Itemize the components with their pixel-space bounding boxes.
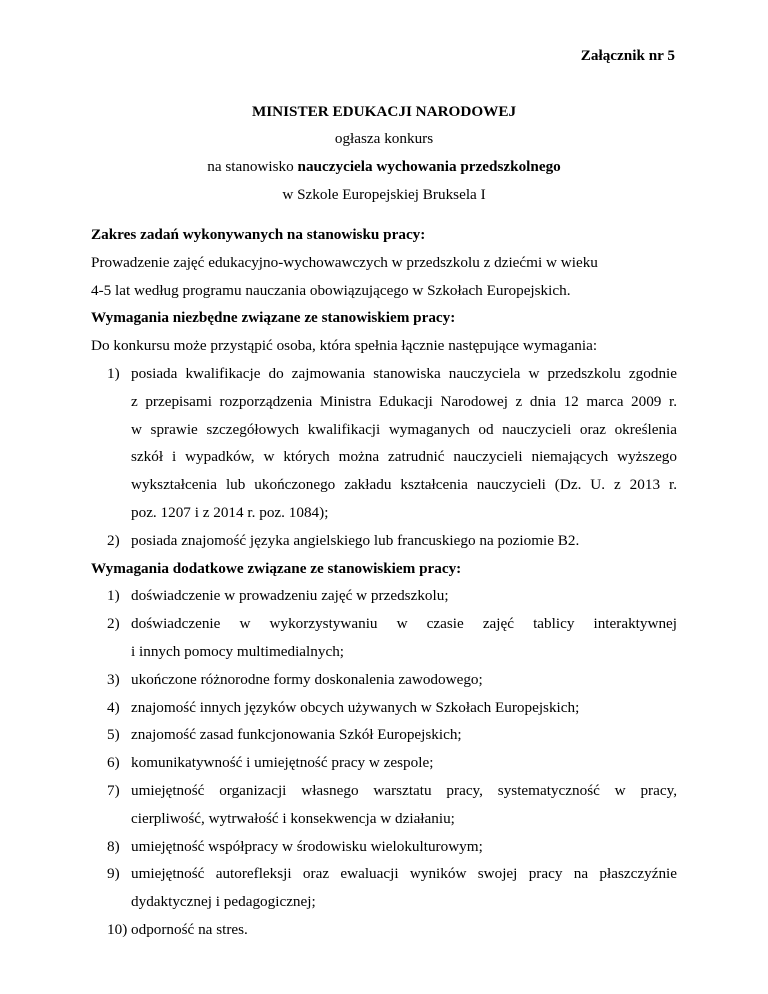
list-item-line: komunikatywność i umiejętność pracy w zespole; [131, 754, 434, 772]
list-item-text [131, 833, 677, 861]
list-item [91, 860, 677, 916]
school-line: w Szkole Europejskiej Bruksela I [282, 186, 486, 203]
list-item-number: 2) [107, 531, 120, 549]
announcement-line: ogłasza konkurs [334, 130, 434, 147]
list-item-line: znajomość zasad funkcjonowania Szkół Europejskich; [131, 726, 462, 744]
list-item-text [131, 916, 677, 944]
list-item [91, 777, 677, 833]
list-item-line: szkół i wypadków, w których można zatrudnić nauczycieli niemających wyższego [131, 448, 677, 466]
position-name: nauczyciela wychowania przedszkolnego [297, 158, 561, 175]
list-item-number: 4) [107, 698, 120, 716]
list-item-line: i innych pomocy multimedialnych; [131, 642, 345, 660]
list-item-text [131, 610, 677, 666]
list-item-line: doświadczenie w wykorzystywaniu w czasie zajęć tablicy interaktywnej [131, 615, 677, 633]
list-item-number: 10) [107, 920, 128, 938]
required-intro: Do konkursu może przystąpić osoba, która spełnia łącznie następujące wymagania: [91, 337, 598, 355]
list-item-text [131, 582, 677, 610]
list-item-line: umiejętność autorefleksji oraz ewaluacji wyników swojej pracy na płaszczyźnie [131, 865, 677, 883]
list-item-text [131, 527, 677, 555]
list-item-text [131, 694, 677, 722]
list-item [91, 721, 677, 749]
list-item-number: 1) [107, 587, 120, 605]
position-line [0, 158, 768, 176]
list-item-line: znajomość innych języków obcych używanych w Szkołach Europejskich; [131, 698, 580, 716]
list-item-number: 8) [107, 837, 120, 855]
scope-heading: Zakres zadań wykonywanych na stanowisku pracy: [91, 226, 426, 243]
list-item-line: dydaktycznej i pedagogicznej; [131, 893, 316, 911]
list-item [91, 610, 677, 666]
list-item-line: umiejętność organizacji własnego warsztatu pracy, systematyczność w pracy, [131, 781, 677, 799]
required-heading: Wymagania niezbędne związane ze stanowiskiem pracy: [91, 309, 456, 327]
list-item-number: 5) [107, 726, 120, 744]
list-item-text [131, 360, 677, 527]
list-item-text [131, 777, 677, 833]
list-item-text [131, 721, 677, 749]
list-item [91, 916, 677, 944]
issuer-title: MINISTER EDUKACJI NARODOWEJ [251, 103, 517, 120]
additional-heading: Wymagania dodatkowe związane ze stanowiskiem pracy: [91, 559, 462, 577]
list-item [91, 527, 677, 555]
list-item-number: 6) [107, 754, 120, 772]
list-item-line: poz. 1207 i z 2014 r. poz. 1084); [131, 503, 329, 521]
list-item-line: posiada znajomość języka angielskiego lub francuskiego na poziomie B2. [131, 531, 580, 549]
list-item-line: wykształcenia lub ukończonego zakładu kształcenia nauczycieli (Dz. U. z 2013 r. [131, 476, 677, 494]
list-item [91, 360, 677, 527]
list-item [91, 833, 677, 861]
additional-list [91, 582, 677, 943]
list-item [91, 694, 677, 722]
list-item-line: ukończone różnorodne formy doskonalenia zawodowego; [131, 670, 483, 688]
list-item-line: odporność na stres. [131, 920, 248, 938]
annex-label: Załącznik nr 5 [580, 47, 675, 64]
list-item-line: umiejętność współpracy w środowisku wielokulturowym; [131, 837, 483, 855]
list-item [91, 582, 677, 610]
list-item [91, 666, 677, 694]
list-item-line: cierpliwość, wytrwałość i konsekwencja w działaniu; [131, 809, 455, 827]
list-item-number: 3) [107, 670, 120, 688]
list-item-number: 7) [107, 781, 120, 799]
list-item-text [131, 666, 677, 694]
list-item-text [131, 749, 677, 777]
list-item-line: doświadczenie w prowadzeniu zajęć w przedszkolu; [131, 587, 449, 605]
list-item-number: 2) [107, 615, 120, 633]
list-item-number: 9) [107, 865, 120, 883]
list-item-text [131, 860, 677, 916]
required-list [91, 360, 677, 555]
scope-line: Prowadzenie zajęć edukacyjno-wychowawczych w przedszkolu z dziećmi w wieku [91, 253, 598, 271]
list-item-line: w sprawie szczegółowych kwalifikacji wymaganych od nauczycieli oraz określenia [131, 420, 677, 438]
position-prefix: na stanowisko [207, 158, 298, 175]
list-item-line: z przepisami rozporządzenia Ministra Edukacji Narodowej z dnia 12 marca 2009 r. [131, 392, 677, 410]
list-item-number: 1) [107, 364, 120, 382]
scope-line: 4-5 lat według programu nauczania obowiązującego w Szkołach Europejskich. [91, 281, 571, 299]
document-body [91, 221, 677, 944]
list-item-line: posiada kwalifikacje do zajmowania stanowiska nauczyciela w przedszkolu zgodnie [131, 364, 677, 382]
list-item [91, 749, 677, 777]
